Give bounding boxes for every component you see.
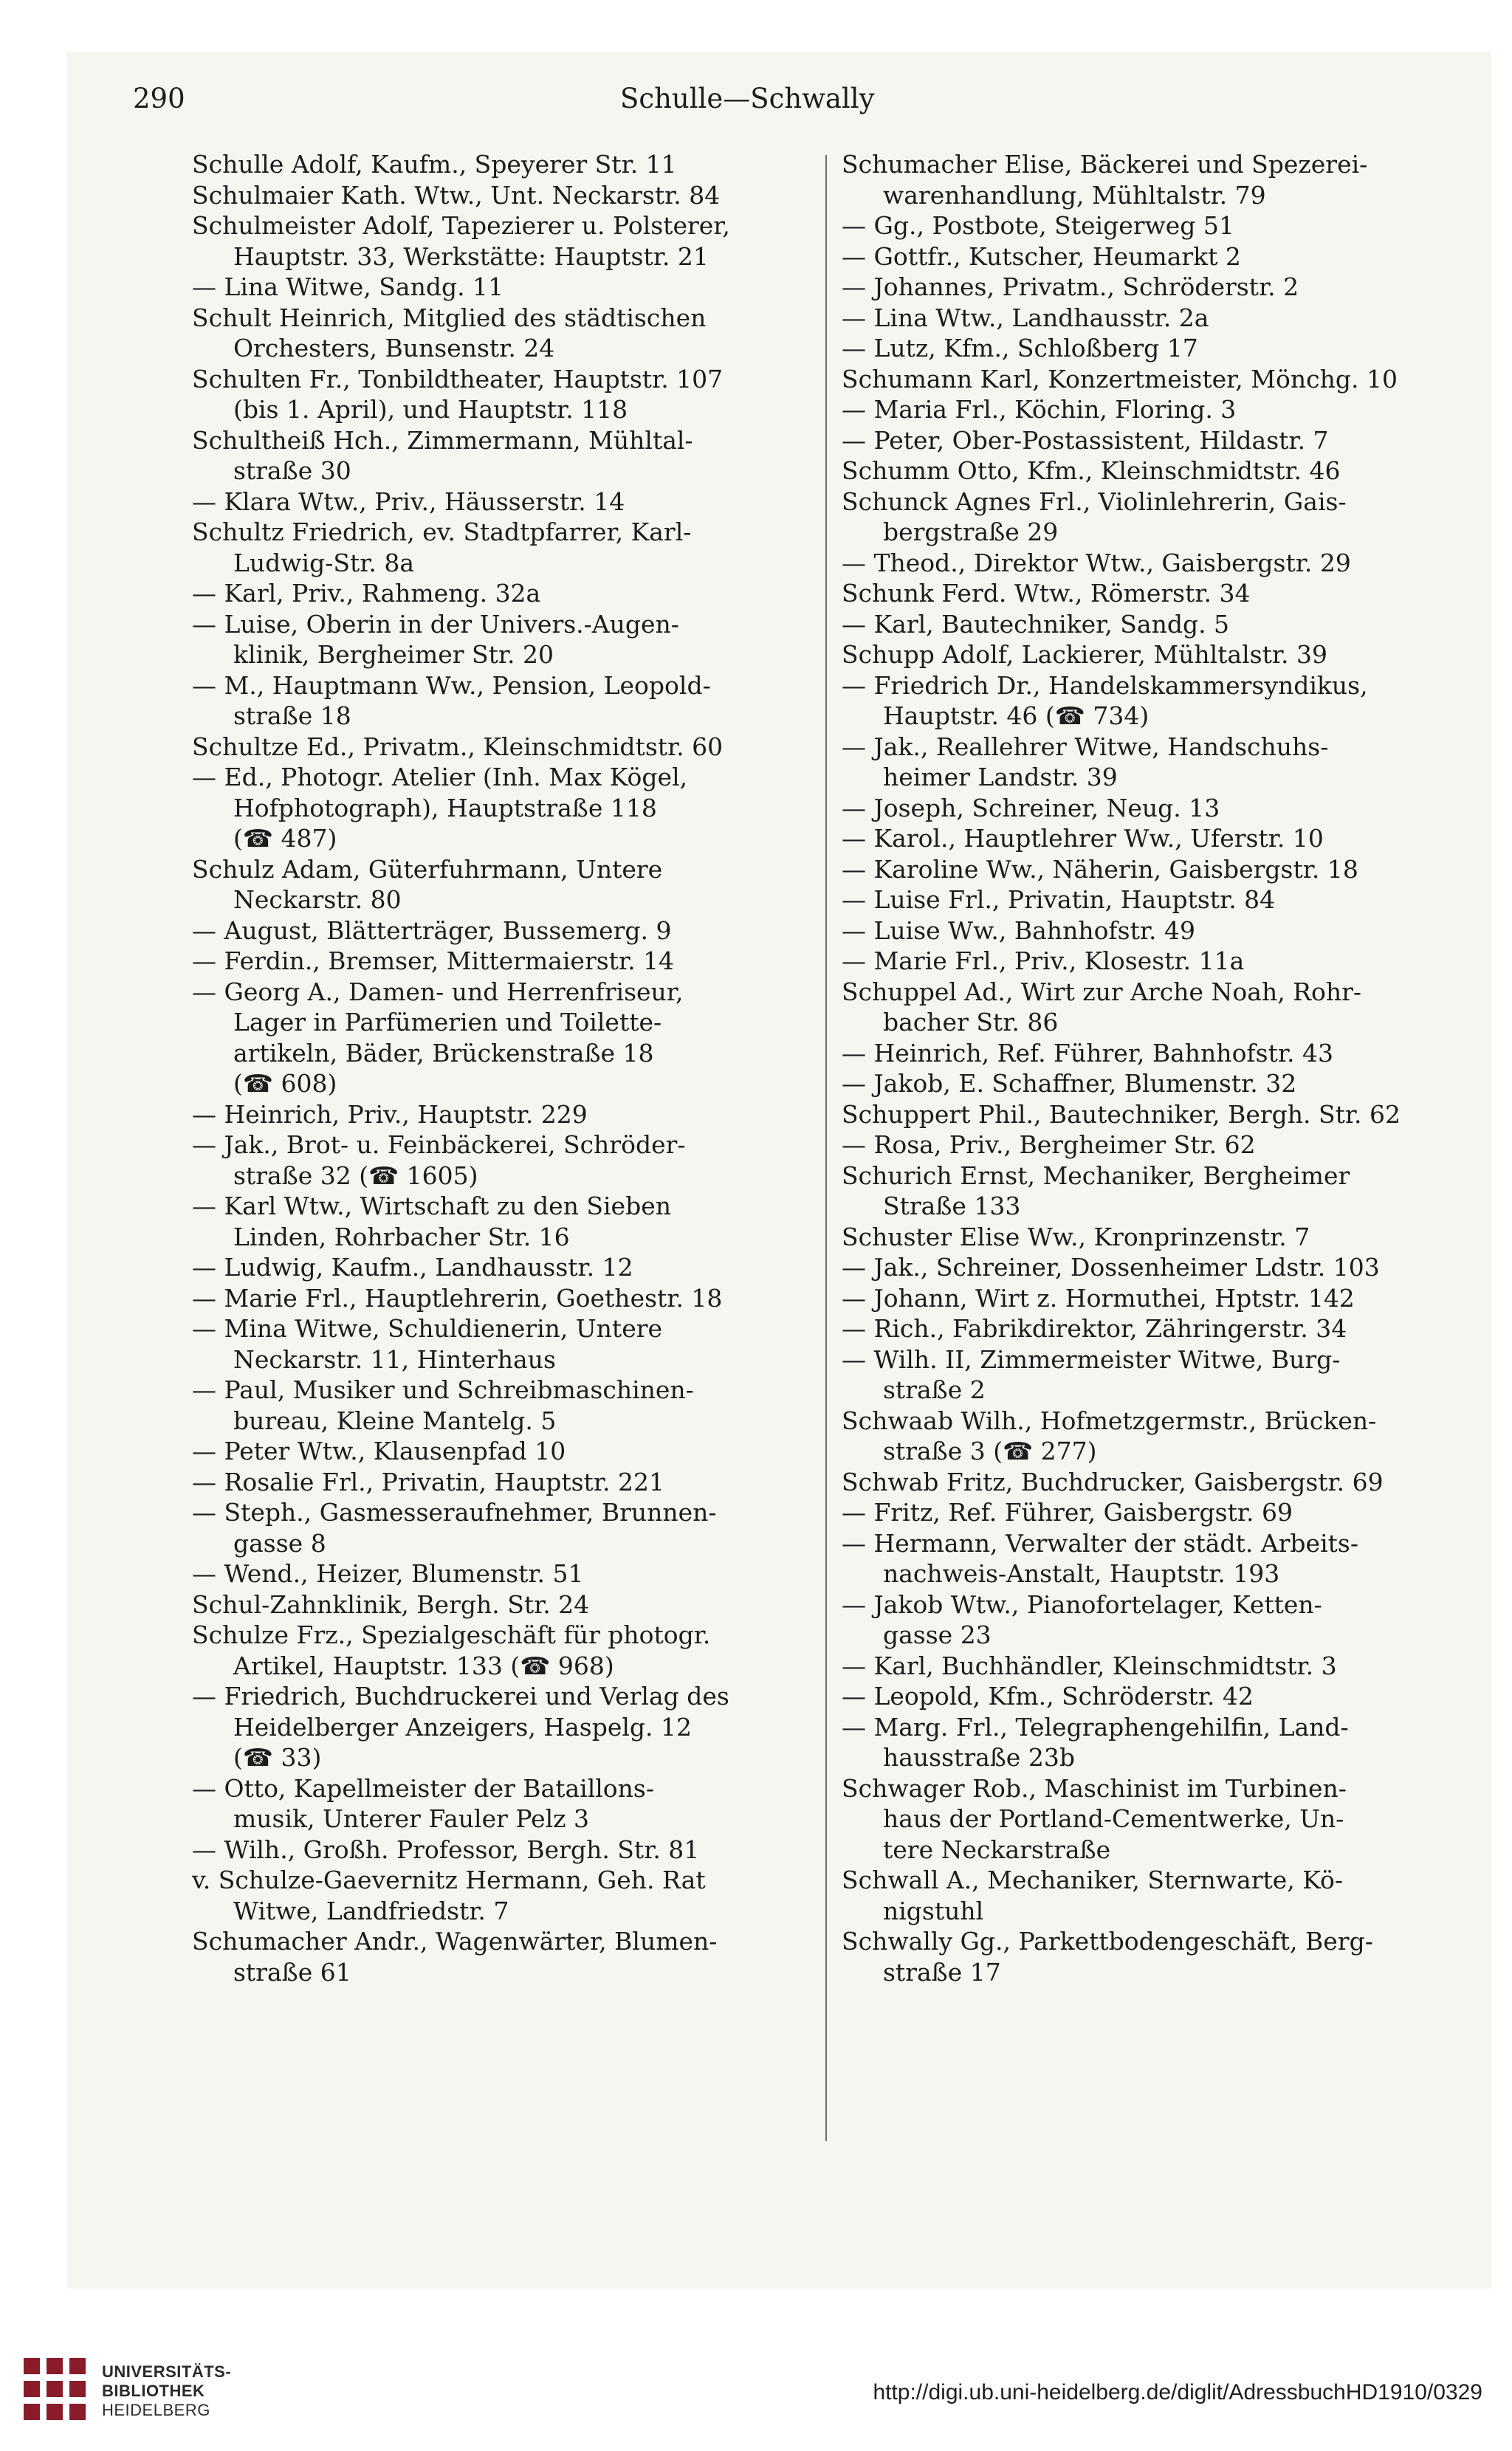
directory-entry-line: — Gg., Postbote, Steigerweg 51 xyxy=(842,211,1234,240)
directory-entry-line: straße 2 xyxy=(883,1375,986,1404)
directory-entry-line: gasse 23 xyxy=(883,1620,992,1649)
directory-entry-line: tere Neckarstraße xyxy=(883,1835,1111,1864)
directory-entry-line: (bis 1. April), und Hauptstr. 118 xyxy=(233,395,628,424)
directory-entry-line: — Ludwig, Kaufm., Landhausstr. 12 xyxy=(192,1253,633,1282)
directory-entry-line: — Ferdin., Bremser, Mittermaierstr. 14 xyxy=(192,946,675,975)
directory-entry-line: — Karl Wtw., Wirtschaft zu den Sieben xyxy=(192,1192,671,1220)
directory-entry-line: — Fritz, Ref. Führer, Gaisbergstr. 69 xyxy=(842,1498,1293,1527)
column-divider xyxy=(825,155,827,2141)
directory-entry-line: klinik, Bergheimer Str. 20 xyxy=(233,640,554,669)
directory-entry-line: (☎ 487) xyxy=(233,824,337,853)
directory-entry-line: Schwab Fritz, Buchdrucker, Gaisbergstr. 69 xyxy=(842,1467,1384,1496)
directory-entry-line: — Leopold, Kfm., Schröderstr. 42 xyxy=(842,1682,1254,1711)
directory-entry-line: Schwall A., Mechaniker, Sternwarte, Kö- xyxy=(842,1866,1344,1894)
directory-entry-line: bacher Str. 86 xyxy=(883,1008,1059,1037)
directory-entry-line: Witwe, Landfriedstr. 7 xyxy=(233,1896,509,1925)
directory-entry-line: Schwally Gg., Parkettbodengeschäft, Berg- xyxy=(842,1927,1373,1956)
directory-entry-line: — Rosa, Priv., Bergheimer Str. 62 xyxy=(842,1130,1256,1159)
directory-entry-line: — Johannes, Privatm., Schröderstr. 2 xyxy=(842,272,1299,301)
directory-entry-line: — Maria Frl., Köchin, Floring. 3 xyxy=(842,395,1237,424)
directory-entry-line: — Paul, Musiker und Schreibmaschinen- xyxy=(192,1375,694,1404)
directory-entry-line: hausstraße 23b xyxy=(883,1743,1075,1772)
directory-entry-line: Lager in Parfümerien und Toilette- xyxy=(233,1008,662,1037)
directory-entry-line: Hauptstr. 33, Werkstätte: Hauptstr. 21 xyxy=(233,241,709,271)
directory-entry-line: Schuster Elise Ww., Kronprinzenstr. 7 xyxy=(842,1222,1310,1251)
directory-entry-line: — Marg. Frl., Telegraphengehilfin, Land- xyxy=(842,1712,1349,1742)
directory-entry-line: Schultz Friedrich, ev. Stadtpfarrer, Karl- xyxy=(192,518,692,546)
directory-entry-line: straße 32 (☎ 1605) xyxy=(233,1161,478,1190)
directory-entry-line: haus der Portland-Cementwerke, Un- xyxy=(883,1804,1344,1833)
directory-entry-line: — Luise Frl., Privatin, Hauptstr. 84 xyxy=(842,885,1276,914)
directory-entry-line: (☎ 33) xyxy=(233,1743,322,1772)
library-name-line2: BIBLIOTHEK xyxy=(102,2382,205,2400)
directory-entry-line: — Ed., Photogr. Atelier (Inh. Max Kögel, xyxy=(192,763,688,791)
footer xyxy=(0,2289,1512,2451)
right-column xyxy=(842,149,1462,1987)
directory-entry-line: Linden, Rohrbacher Str. 16 xyxy=(233,1222,570,1251)
directory-entry-line: nigstuhl xyxy=(883,1896,984,1925)
directory-entry-line: Schwaab Wilh., Hofmetzgermstr., Brücken- xyxy=(842,1406,1377,1435)
directory-entry-line: Schuppel Ad., Wirt zur Arche Noah, Rohr- xyxy=(842,977,1362,1006)
directory-entry-line: Schunk Ferd. Wtw., Römerstr. 34 xyxy=(842,579,1251,608)
directory-entry-line: Schupp Adolf, Lackierer, Mühltalstr. 39 xyxy=(842,640,1327,669)
directory-entry-line: — Marie Frl., Hauptlehrerin, Goethestr. 18 xyxy=(192,1283,723,1313)
scanned-page xyxy=(66,52,1491,2289)
directory-entry-line: — Karl, Priv., Rahmeng. 32a xyxy=(192,579,541,608)
directory-entry-line: straße 17 xyxy=(883,1957,1001,1987)
page-title: Schulle—Schwally xyxy=(620,83,875,114)
directory-entry-line: — Georg A., Damen- und Herrenfriseur, xyxy=(192,977,684,1006)
library-name-line1: UNIVERSITÄTS- xyxy=(102,2362,232,2381)
directory-entry-line: warenhandlung, Mühltalstr. 79 xyxy=(883,180,1266,210)
directory-entry-line: — Wend., Heizer, Blumenstr. 51 xyxy=(192,1559,584,1588)
directory-entry-line: Neckarstr. 80 xyxy=(233,885,402,914)
directory-entry-line: — Lina Wtw., Landhausstr. 2a xyxy=(842,303,1209,332)
directory-entry-line: — Rich., Fabrikdirektor, Zähringerstr. 34 xyxy=(842,1314,1347,1343)
directory-entry-line: — Luise Ww., Bahnhofstr. 49 xyxy=(842,915,1195,945)
directory-entry-line: Schulmeister Adolf, Tapezierer u. Polsterer, xyxy=(192,211,730,240)
directory-entry-line: Straße 133 xyxy=(883,1192,1021,1220)
directory-entry-line: — Karoline Ww., Näherin, Gaisbergstr. 18 xyxy=(842,854,1358,884)
directory-entry-line: — Karl, Buchhändler, Kleinschmidtstr. 3 xyxy=(842,1651,1337,1680)
directory-entry-line: straße 3 (☎ 277) xyxy=(883,1437,1097,1465)
directory-entry-line: Hofphotograph), Hauptstraße 118 xyxy=(233,793,657,822)
directory-entry-line: — August, Blätterträger, Bussemerg. 9 xyxy=(192,915,672,945)
directory-entry-line: — Karl, Bautechniker, Sandg. 5 xyxy=(842,609,1230,639)
directory-entry-line: Artikel, Hauptstr. 133 (☎ 968) xyxy=(233,1651,614,1680)
directory-entry-line: Schwager Rob., Maschinist im Turbinen- xyxy=(842,1773,1347,1803)
directory-entry-line: Schulmaier Kath. Wtw., Unt. Neckarstr. 84 xyxy=(192,180,721,210)
source-url-link[interactable]: http://digi.ub.uni-heidelberg.de/diglit/AdressbuchHD1910/0329 xyxy=(873,2380,1482,2404)
directory-entry-line: — Peter, Ober-Postassistent, Hildastr. 7 xyxy=(842,425,1329,455)
directory-entry-line: — Steph., Gasmesseraufnehmer, Brunnen- xyxy=(192,1498,717,1527)
directory-entry-line: Schultze Ed., Privatm., Kleinschmidtstr. 60 xyxy=(192,732,724,761)
directory-entry-line: Schul-Zahnklinik, Bergh. Str. 24 xyxy=(192,1589,590,1619)
directory-entry-line: — Marie Frl., Priv., Klosestr. 11a xyxy=(842,946,1245,975)
directory-entry-line: Schulten Fr., Tonbildtheater, Hauptstr. 107 xyxy=(192,364,724,393)
directory-entry-line: — Lutz, Kfm., Schloßberg 17 xyxy=(842,334,1198,362)
directory-entry-line: Hauptstr. 46 (☎ 734) xyxy=(883,701,1150,730)
directory-entry-line: v. Schulze-Gaevernitz Hermann, Geh. Rat xyxy=(192,1866,706,1894)
directory-entry-line: — Theod., Direktor Wtw., Gaisbergstr. 29 xyxy=(842,548,1351,577)
directory-entry-line: Neckarstr. 11, Hinterhaus xyxy=(233,1344,556,1374)
directory-entry-line: Ludwig-Str. 8a xyxy=(233,548,415,577)
directory-entry-line: — M., Hauptmann Ww., Pension, Leopold- xyxy=(192,670,711,700)
directory-entry-line: — Luise, Oberin in der Univers.-Augen- xyxy=(192,609,679,639)
directory-entry-line: — Heinrich, Priv., Hauptstr. 229 xyxy=(192,1099,588,1129)
directory-entry-line: straße 18 xyxy=(233,701,351,730)
directory-entry-line: straße 61 xyxy=(233,1957,351,1987)
directory-entry-line: — Karol., Hauptlehrer Ww., Uferstr. 10 xyxy=(842,824,1324,853)
directory-entry-line: heimer Landstr. 39 xyxy=(883,763,1118,791)
directory-entry-line: (☎ 608) xyxy=(233,1069,337,1098)
directory-entry-line: Schumann Karl, Konzertmeister, Mönchg. 10 xyxy=(842,364,1398,393)
directory-entry-line: — Mina Witwe, Schuldienerin, Untere xyxy=(192,1314,663,1343)
directory-entry-line: — Hermann, Verwalter der städt. Arbeits- xyxy=(842,1528,1358,1558)
directory-entry-line: — Otto, Kapellmeister der Bataillons- xyxy=(192,1773,655,1803)
directory-entry-line: — Peter Wtw., Klausenpfad 10 xyxy=(192,1437,566,1465)
left-column xyxy=(192,149,812,1987)
directory-entry-line: artikeln, Bäder, Brückenstraße 18 xyxy=(233,1038,654,1068)
directory-entry-line: — Gottfr., Kutscher, Heumarkt 2 xyxy=(842,241,1241,271)
directory-entry-line: — Rosalie Frl., Privatin, Hauptstr. 221 xyxy=(192,1467,664,1496)
directory-entry-line: — Johann, Wirt z. Hormuthei, Hptstr. 142 xyxy=(842,1283,1355,1313)
directory-entry-line: Schumm Otto, Kfm., Kleinschmidtstr. 46 xyxy=(842,456,1341,485)
directory-entry-line: — Friedrich Dr., Handelskammersyndikus, xyxy=(842,670,1368,700)
directory-entry-line: — Jak., Brot- u. Feinbäckerei, Schröder- xyxy=(192,1130,686,1159)
directory-entry-line: musik, Unterer Fauler Pelz 3 xyxy=(233,1804,590,1833)
directory-entry-line: Schuppert Phil., Bautechniker, Bergh. Str. 62 xyxy=(842,1099,1401,1129)
library-logo-icon xyxy=(18,2352,92,2426)
directory-entry-line: Orchesters, Bunsenstr. 24 xyxy=(233,334,555,362)
library-name-line3: HEIDELBERG xyxy=(102,2401,210,2419)
directory-entry-line: — Klara Wtw., Priv., Häusserstr. 14 xyxy=(192,487,625,516)
directory-entry-line: Heidelberger Anzeigers, Haspelg. 12 xyxy=(233,1712,693,1742)
directory-entry-line: Schulze Frz., Spezialgeschäft für photogr. xyxy=(192,1620,711,1649)
page-number: 290 xyxy=(133,83,185,114)
directory-entry-line: Schulz Adam, Güterfuhrmann, Untere xyxy=(192,854,663,884)
directory-entry-line: bergstraße 29 xyxy=(883,518,1059,546)
directory-entry-line: — Heinrich, Ref. Führer, Bahnhofstr. 43 xyxy=(842,1038,1333,1068)
directory-entry-line: — Jak., Schreiner, Dossenheimer Ldstr. 103 xyxy=(842,1253,1380,1282)
directory-entry-line: — Lina Witwe, Sandg. 11 xyxy=(192,272,504,301)
directory-entry-line: gasse 8 xyxy=(233,1528,326,1558)
directory-entry-line: — Jakob, E. Schaffner, Blumenstr. 32 xyxy=(842,1069,1297,1098)
directory-entry-line: nachweis-Anstalt, Hauptstr. 193 xyxy=(883,1559,1280,1588)
directory-entry-line: bureau, Kleine Mantelg. 5 xyxy=(233,1406,557,1435)
directory-entry-line: — Wilh., Großh. Professor, Bergh. Str. 81 xyxy=(192,1835,700,1864)
directory-entry-line: — Jakob Wtw., Pianofortelager, Ketten- xyxy=(842,1589,1322,1619)
directory-entry-line: Schumacher Andr., Wagenwärter, Blumen- xyxy=(192,1927,718,1956)
directory-entry-line: Schumacher Elise, Bäckerei und Spezerei- xyxy=(842,150,1368,179)
directory-entry-line: straße 30 xyxy=(233,456,351,485)
directory-entry-line: — Friedrich, Buchdruckerei und Verlag des xyxy=(192,1682,729,1711)
directory-entry-line: — Jak., Reallehrer Witwe, Handschuhs- xyxy=(842,732,1329,761)
directory-entry-line: Schunck Agnes Frl., Violinlehrerin, Gais- xyxy=(842,487,1347,516)
directory-entry-line: — Joseph, Schreiner, Neug. 13 xyxy=(842,793,1220,822)
directory-entry-line: — Wilh. II, Zimmermeister Witwe, Burg- xyxy=(842,1344,1341,1374)
directory-entry-line: Schulle Adolf, Kaufm., Speyerer Str. 11 xyxy=(192,150,677,179)
directory-entry-line: Schult Heinrich, Mitglied des städtischen xyxy=(192,303,707,332)
directory-entry-line: Schultheiß Hch., Zimmermann, Mühltal- xyxy=(192,425,693,455)
directory-entry-line: Schurich Ernst, Mechaniker, Bergheimer xyxy=(842,1161,1350,1190)
